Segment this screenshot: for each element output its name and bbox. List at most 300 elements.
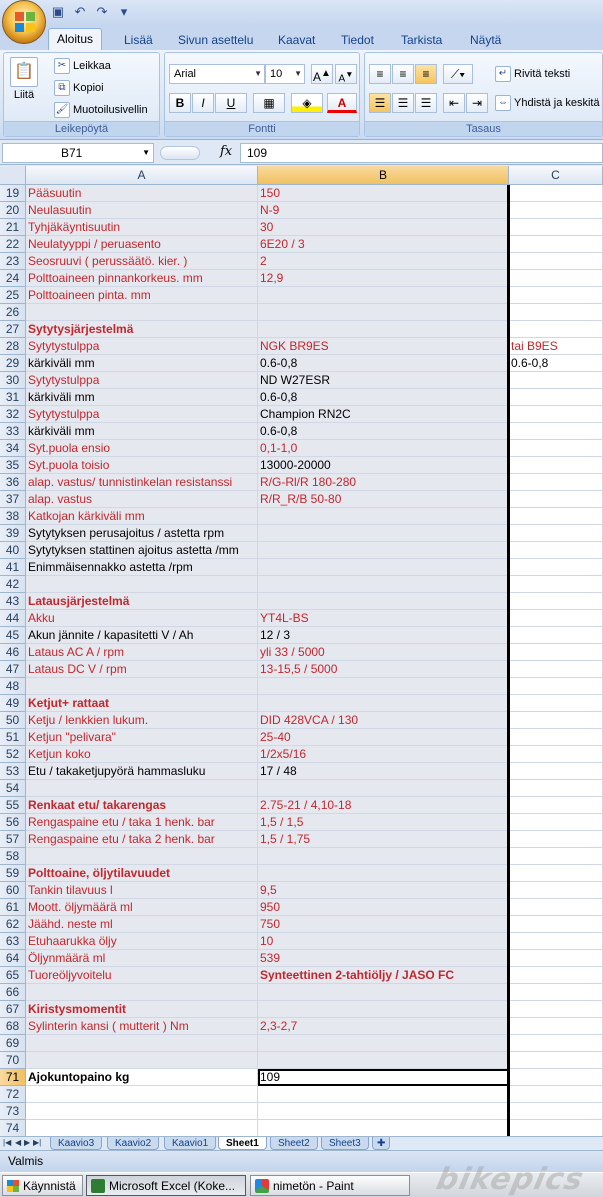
column-header-c[interactable]: C [509,166,603,185]
font-size-select[interactable] [265,64,305,84]
cell-a[interactable]: Lataus DC V / rpm [26,661,258,678]
cell-c[interactable]: tai B9ES [509,338,603,355]
merge-label: Yhdistä ja keskitä [514,97,600,109]
cell-a[interactable]: alap. vastus [26,491,258,508]
spreadsheet-grid[interactable] [0,166,603,1136]
row-header[interactable]: 71 [0,1069,26,1086]
table-row [0,236,603,253]
align-bottom-icon[interactable]: ≡ [415,64,437,84]
row-header[interactable]: 41 [0,559,26,576]
row-header[interactable]: 46 [0,644,26,661]
cell-b[interactable] [258,542,509,559]
row-header[interactable]: 57 [0,831,26,848]
cell-a[interactable]: Katkojan kärkiväli mm [26,508,258,525]
row-header[interactable]: 27 [0,321,26,338]
cell-c[interactable] [509,865,603,882]
cell-a[interactable] [26,1086,258,1103]
cell-a[interactable]: Akku [26,610,258,627]
cell-c[interactable] [509,984,603,1001]
cell-a[interactable]: Neulatyyppi / peruasento [26,236,258,253]
row-header[interactable]: 74 [0,1120,26,1136]
copy-button[interactable] [54,80,104,96]
cell-a[interactable]: Latausjärjestelmä [26,593,258,610]
cell-a[interactable]: Etuhaarukka öljy [26,933,258,950]
cell-c[interactable]: 0.6-0,8 [509,355,603,372]
wrap-text-button[interactable] [495,66,570,82]
table-row [0,678,603,695]
name-box[interactable] [2,143,154,163]
row-header[interactable]: 19 [0,185,26,202]
scissors-icon: ✂ [54,58,70,74]
cell-a[interactable]: Ketjun koko [26,746,258,763]
cell-b[interactable]: 539 [258,950,509,967]
cell-b[interactable]: 0.6-0,8 [258,355,509,372]
cell-c[interactable] [509,1086,603,1103]
cell-c[interactable] [509,389,603,406]
row-header[interactable]: 56 [0,814,26,831]
row-header[interactable]: 65 [0,967,26,984]
row-header[interactable]: 59 [0,865,26,882]
row-header[interactable]: 48 [0,678,26,695]
cell-a[interactable]: Jäähd. neste ml [26,916,258,933]
cell-b[interactable]: N-9 [258,202,509,219]
paste-button[interactable] [10,57,38,101]
cell-b[interactable]: 950 [258,899,509,916]
cell-b[interactable]: 9,5 [258,882,509,899]
table-row [0,831,603,848]
cell-c[interactable] [509,457,603,474]
cell-b[interactable]: yli 33 / 5000 [258,644,509,661]
cell-a[interactable] [26,304,258,321]
cell-b[interactable]: 2 [258,253,509,270]
table-row [0,406,603,423]
tab-nayta[interactable]: Näytä [470,33,502,47]
cell-b[interactable] [258,576,509,593]
cell-a[interactable]: Rengaspaine etu / taka 2 henk. bar [26,831,258,848]
sheet-tab-sheet3[interactable]: Sheet3 [321,1137,369,1150]
row-header[interactable]: 43 [0,593,26,610]
table-row [0,967,603,984]
brush-icon: 🖌 [54,102,70,118]
decrease-indent-icon[interactable]: ⇤ [443,93,465,113]
ribbon [0,50,603,140]
increase-indent-icon[interactable]: ⇥ [466,93,488,113]
cell-c[interactable] [509,695,603,712]
row-header[interactable]: 23 [0,253,26,270]
cell-b[interactable]: Synteettinen 2-tahtiöljy / JASO FC [258,967,509,984]
sheet-tab-kaavio1[interactable]: Kaavio1 [164,1137,216,1150]
cell-a[interactable]: Sytytystulppa [26,338,258,355]
row-header[interactable]: 39 [0,525,26,542]
shrink-font-button[interactable]: A▼ [335,64,357,84]
redo-icon[interactable]: ↷ [96,4,108,19]
cell-a[interactable]: Ketjun "pelivara" [26,729,258,746]
table-row [0,219,603,236]
last-sheet-icon[interactable]: ▶| [33,1138,42,1147]
cell-c[interactable] [509,1035,603,1052]
clipboard-group [3,52,160,137]
cell-c[interactable] [509,967,603,984]
cell-a[interactable]: Kiristysmomentit [26,1001,258,1018]
cell-a[interactable]: Akun jännite / kapasitetti V / Ah [26,627,258,644]
cell-a[interactable] [26,984,258,1001]
cell-c[interactable] [509,882,603,899]
cell-b[interactable]: 13-15,5 / 5000 [258,661,509,678]
tab-tiedot[interactable]: Tiedot [341,33,374,47]
row-header[interactable]: 42 [0,576,26,593]
tab-sivun-asettelu[interactable]: Sivun asettelu [178,33,254,47]
row-header[interactable]: 26 [0,304,26,321]
row-header[interactable]: 44 [0,610,26,627]
cell-a[interactable]: Ajokuntopaino kg [26,1069,258,1086]
row-header[interactable]: 70 [0,1052,26,1069]
row-header[interactable]: 58 [0,848,26,865]
cell-a[interactable] [26,1035,258,1052]
row-header[interactable]: 72 [0,1086,26,1103]
cell-a[interactable] [26,1103,258,1120]
cell-b[interactable]: 2.75-21 / 4,10-18 [258,797,509,814]
row-header[interactable]: 30 [0,372,26,389]
cell-b[interactable] [258,1120,509,1136]
row-header[interactable]: 21 [0,219,26,236]
cell-b[interactable] [258,508,509,525]
cell-b[interactable] [258,593,509,610]
undo-icon[interactable]: ↶ [74,4,86,19]
align-middle-icon[interactable]: ≡ [392,64,414,84]
cell-c[interactable] [509,1001,603,1018]
row-header[interactable]: 24 [0,270,26,287]
cell-b[interactable]: 30 [258,219,509,236]
cell-a[interactable]: Tyhjäkäyntisuutin [26,219,258,236]
cell-c[interactable] [509,746,603,763]
cell-a[interactable]: kärkiväli mm [26,423,258,440]
row-header[interactable]: 32 [0,406,26,423]
cell-b[interactable]: 10 [258,933,509,950]
cell-b[interactable] [258,304,509,321]
sheet-tab-kaavio3[interactable]: Kaavio3 [50,1137,102,1150]
cell-b[interactable] [258,678,509,695]
cell-b[interactable]: R/G-Rl/R 180-280 [258,474,509,491]
fill-color-icon[interactable]: ◈ [291,93,323,113]
cell-b[interactable]: 2,3-2,7 [258,1018,509,1035]
cell-b[interactable]: 1,5 / 1,5 [258,814,509,831]
row-header[interactable]: 35 [0,457,26,474]
cell-c[interactable] [509,780,603,797]
cell-b[interactable]: 150 [258,185,509,202]
cell-a[interactable]: Öljynmäärä ml [26,950,258,967]
cell-a[interactable]: Tankin tilavuus l [26,882,258,899]
cell-a[interactable] [26,1120,258,1136]
cell-b[interactable]: DID 428VCA / 130 [258,712,509,729]
cell-c[interactable] [509,1120,603,1136]
cell-c[interactable] [509,202,603,219]
cell-c[interactable] [509,899,603,916]
cell-c[interactable] [509,253,603,270]
cell-a[interactable]: alap. vastus/ tunnistinkelan resistanssi [26,474,258,491]
row-header[interactable]: 31 [0,389,26,406]
row-header[interactable]: 52 [0,746,26,763]
row-header[interactable]: 40 [0,542,26,559]
cell-a[interactable]: Seosruuvi ( perussäätö. kier. ) [26,253,258,270]
cell-a[interactable] [26,1052,258,1069]
row-header[interactable]: 28 [0,338,26,355]
cell-a[interactable]: Pääsuutin [26,185,258,202]
cell-c[interactable] [509,933,603,950]
cell-c[interactable] [509,474,603,491]
cell-a[interactable]: Moott. öljymäärä ml [26,899,258,916]
cell-a[interactable]: Neulasuutin [26,202,258,219]
select-all-corner[interactable] [0,166,26,185]
cell-c[interactable] [509,1103,603,1120]
row-header[interactable]: 29 [0,355,26,372]
taskbar-paint[interactable] [250,1175,410,1196]
table-row [0,610,603,627]
cell-b[interactable]: 13000-20000 [258,457,509,474]
cell-a[interactable]: Syt.puola ensio [26,440,258,457]
cell-a[interactable] [26,678,258,695]
tab-lisaa[interactable]: Lisää [124,33,153,47]
cell-b[interactable] [258,865,509,882]
cell-b[interactable]: NGK BR9ES [258,338,509,355]
cell-a[interactable]: Sylinterin kansi ( mutterit ) Nm [26,1018,258,1035]
cell-c[interactable] [509,831,603,848]
cell-b[interactable]: 12,9 [258,270,509,287]
table-row [0,797,603,814]
start-button[interactable] [2,1175,83,1196]
cell-c[interactable] [509,185,603,202]
cell-b[interactable]: Champion RN2C [258,406,509,423]
row-header[interactable]: 22 [0,236,26,253]
row-header[interactable]: 33 [0,423,26,440]
cell-b[interactable]: 0,1-1,0 [258,440,509,457]
cell-c[interactable] [509,661,603,678]
cell-b[interactable]: 25-40 [258,729,509,746]
cell-a[interactable]: Sytytysjärjestelmä [26,321,258,338]
cell-b[interactable] [258,287,509,304]
cell-c[interactable] [509,525,603,542]
cell-c[interactable] [509,372,603,389]
active-cell[interactable]: 109 [258,1069,509,1086]
cell-a[interactable]: Etu / takaketjupyörä hammasluku [26,763,258,780]
prev-sheet-icon[interactable]: ◀ [15,1138,22,1147]
cell-a[interactable]: Renkaat etu/ takarengas [26,797,258,814]
cell-a[interactable] [26,780,258,797]
row-header[interactable]: 49 [0,695,26,712]
row-header[interactable]: 34 [0,440,26,457]
cell-c[interactable] [509,729,603,746]
cell-c[interactable] [509,287,603,304]
cell-a[interactable]: Lataus AC A / rpm [26,644,258,661]
row-header[interactable]: 61 [0,899,26,916]
cell-b[interactable] [258,1103,509,1120]
first-sheet-icon[interactable]: |◀ [3,1138,12,1147]
merge-center-button[interactable] [495,95,600,111]
tab-aloitus[interactable]: Aloitus [48,28,102,50]
cell-c[interactable] [509,593,603,610]
tab-tarkista[interactable]: Tarkista [401,33,443,47]
align-top-icon[interactable]: ≡ [369,64,391,84]
cell-c[interactable] [509,559,603,576]
cell-c[interactable] [509,916,603,933]
cell-a[interactable] [26,848,258,865]
cell-c[interactable] [509,236,603,253]
row-header[interactable]: 73 [0,1103,26,1120]
cell-b[interactable] [258,321,509,338]
row-header[interactable]: 55 [0,797,26,814]
cell-c[interactable] [509,1018,603,1035]
cell-a[interactable]: Ketjut+ rattaat [26,695,258,712]
cell-a[interactable]: Polttoaineen pinnankorkeus. mm [26,270,258,287]
row-header[interactable]: 20 [0,202,26,219]
table-row [0,712,603,729]
cell-a[interactable]: Sytytyksen stattinen ajoitus astetta /mm [26,542,258,559]
cell-c[interactable] [509,406,603,423]
next-sheet-icon[interactable]: ▶ [24,1138,31,1147]
save-icon[interactable]: ▣ [51,4,65,19]
cell-b[interactable] [258,780,509,797]
cell-a[interactable]: Enimmäisennakko astetta /rpm [26,559,258,576]
cell-a[interactable]: Syt.puola toisio [26,457,258,474]
cell-a[interactable]: kärkiväli mm [26,355,258,372]
cell-c[interactable] [509,576,603,593]
cell-a[interactable]: Sytytystulppa [26,406,258,423]
table-row [0,916,603,933]
cell-c[interactable] [509,491,603,508]
cell-c[interactable] [509,712,603,729]
insert-function-button[interactable]: fx [220,144,233,159]
cell-b[interactable]: 0.6-0,8 [258,423,509,440]
formula-input[interactable]: 109 [240,143,603,163]
cell-a[interactable] [26,576,258,593]
insert-sheet-icon[interactable]: ✚ [372,1137,390,1150]
cell-b[interactable]: 12 / 3 [258,627,509,644]
tab-kaavat[interactable]: Kaavat [278,33,316,47]
cell-c[interactable] [509,508,603,525]
bold-button[interactable]: B [169,93,191,113]
cell-b[interactable]: 0.6-0,8 [258,389,509,406]
cell-c[interactable] [509,304,603,321]
cell-b[interactable] [258,848,509,865]
underline-button[interactable]: U [215,93,247,113]
cell-b[interactable]: 1,5 / 1,75 [258,831,509,848]
cell-c[interactable] [509,814,603,831]
office-button[interactable] [2,0,46,44]
column-header-b[interactable]: B [258,166,509,185]
row-header[interactable]: 69 [0,1035,26,1052]
cell-c[interactable] [509,423,603,440]
row-header[interactable]: 62 [0,916,26,933]
cell-b[interactable] [258,1052,509,1069]
row-header[interactable]: 54 [0,780,26,797]
row-header[interactable]: 47 [0,661,26,678]
taskbar-excel[interactable] [86,1175,246,1196]
cell-c[interactable] [509,950,603,967]
cell-c[interactable] [509,440,603,457]
orientation-icon[interactable]: ⟋▾ [443,64,473,84]
font-name-select[interactable] [169,64,265,84]
font-color-icon[interactable]: A [327,93,357,113]
cell-a[interactable]: Polttoaineen pinta. mm [26,287,258,304]
cell-a[interactable]: Sytytyksen perusajoitus / astetta rpm [26,525,258,542]
table-row [0,372,603,389]
row-header[interactable]: 38 [0,508,26,525]
cell-c[interactable] [509,627,603,644]
row-header[interactable]: 25 [0,287,26,304]
cell-c[interactable] [509,542,603,559]
cut-button[interactable] [54,58,111,74]
row-header[interactable]: 64 [0,950,26,967]
row-header[interactable]: 67 [0,1001,26,1018]
row-header[interactable]: 45 [0,627,26,644]
cell-b[interactable] [258,1001,509,1018]
sheet-tab-kaavio2[interactable]: Kaavio2 [107,1137,159,1150]
cell-c[interactable] [509,797,603,814]
italic-button[interactable]: I [192,93,214,113]
cell-b[interactable]: ND W27ESR [258,372,509,389]
cell-b[interactable]: 6E20 / 3 [258,236,509,253]
column-header-a[interactable]: A [26,166,258,185]
format-painter-button[interactable] [54,102,148,118]
grow-font-button[interactable]: A▲ [311,64,333,84]
cell-c[interactable] [509,321,603,338]
cell-c[interactable] [509,1069,603,1086]
cell-a[interactable]: Sytytystulppa [26,372,258,389]
cell-c[interactable] [509,678,603,695]
row-header[interactable]: 37 [0,491,26,508]
row-header[interactable]: 36 [0,474,26,491]
cell-b[interactable]: YT4L-BS [258,610,509,627]
cell-c[interactable] [509,270,603,287]
customize-qat-icon[interactable]: ▾ [120,4,128,19]
row-header[interactable]: 63 [0,933,26,950]
cell-b[interactable]: 750 [258,916,509,933]
row-header[interactable]: 66 [0,984,26,1001]
cell-b[interactable]: 17 / 48 [258,763,509,780]
cell-b[interactable]: R/R_R/B 50-80 [258,491,509,508]
cell-c[interactable] [509,644,603,661]
cell-b[interactable] [258,525,509,542]
row-header[interactable]: 60 [0,882,26,899]
cell-a[interactable]: Tuoreöljyvoitelu [26,967,258,984]
cell-a[interactable]: kärkiväli mm [26,389,258,406]
row-header[interactable]: 50 [0,712,26,729]
sheet-tab-sheet2[interactable]: Sheet2 [270,1137,318,1150]
sheet-tab-sheet1[interactable]: Sheet1 [218,1137,267,1150]
cell-b[interactable] [258,695,509,712]
cell-c[interactable] [509,1052,603,1069]
cell-a[interactable]: Ketju / lenkkien lukum. [26,712,258,729]
row-header[interactable]: 51 [0,729,26,746]
align-center-icon[interactable]: ☰ [392,93,414,113]
row-header[interactable]: 68 [0,1018,26,1035]
cell-c[interactable] [509,763,603,780]
cell-a[interactable]: Rengaspaine etu / taka 1 henk. bar [26,814,258,831]
row-header[interactable]: 53 [0,763,26,780]
cell-b[interactable]: 1/2x5/16 [258,746,509,763]
cell-c[interactable] [509,610,603,627]
borders-icon[interactable]: ▦ [253,93,285,113]
cell-b[interactable] [258,559,509,576]
align-left-icon[interactable]: ☰ [369,93,391,113]
cell-a[interactable]: Polttoaine, öljytilavuudet [26,865,258,882]
cell-b[interactable] [258,1086,509,1103]
cell-c[interactable] [509,219,603,236]
cell-b[interactable] [258,984,509,1001]
align-right-icon[interactable]: ☰ [415,93,437,113]
cell-b[interactable] [258,1035,509,1052]
table-row [0,814,603,831]
cell-c[interactable] [509,848,603,865]
